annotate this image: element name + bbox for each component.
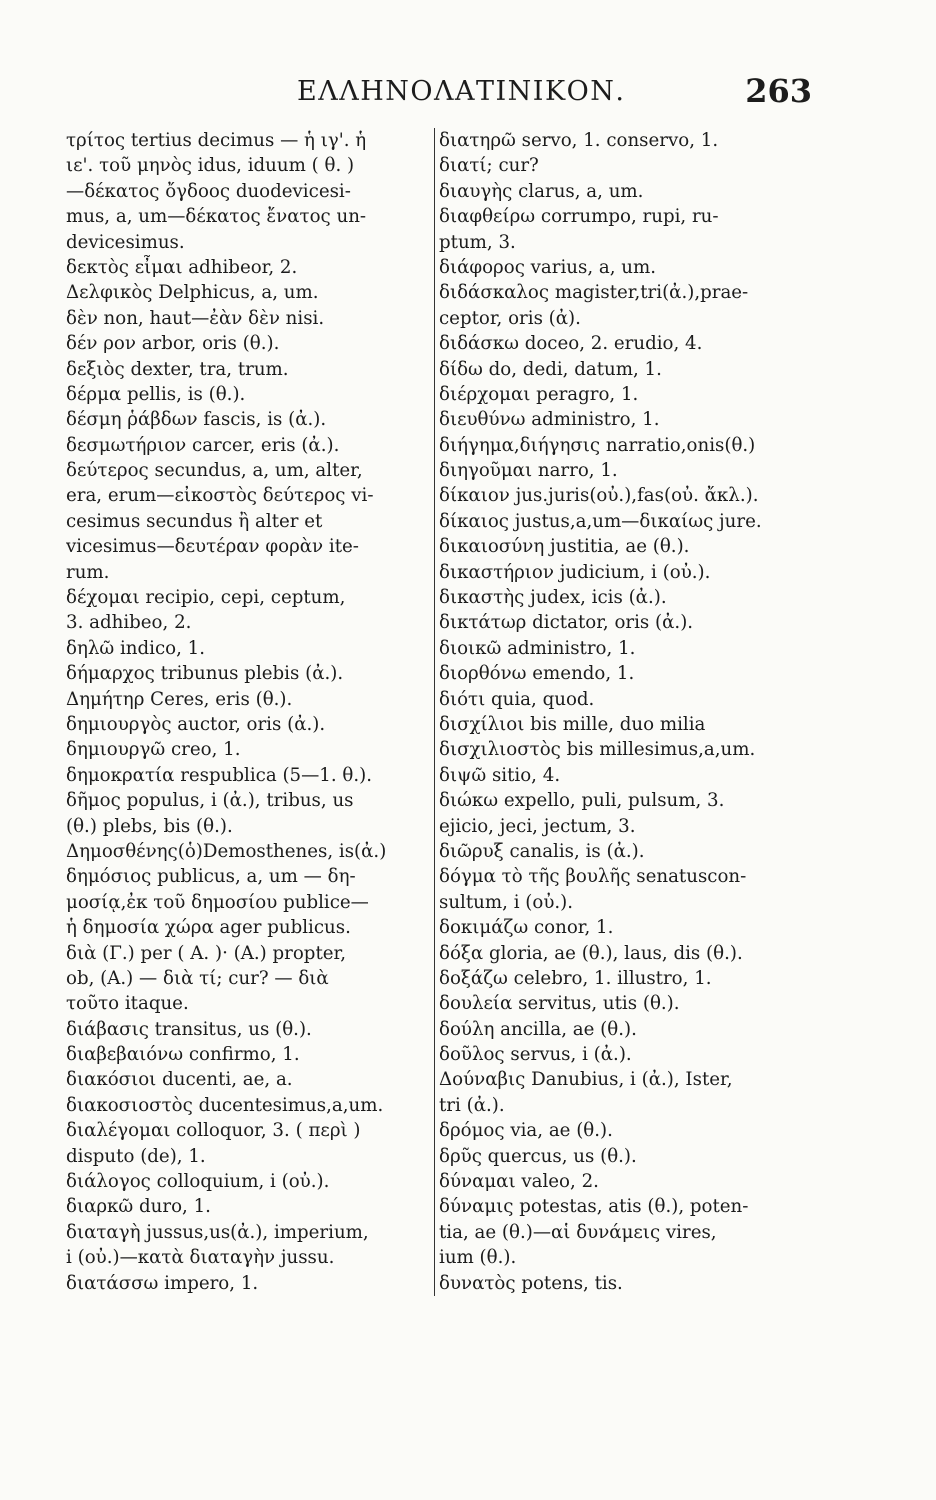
dictionary-entry-line: διαρκῶ duro, 1. [66,1196,211,1218]
dictionary-entry-line: διότι quia, quod. [439,688,595,710]
dictionary-entry-line: διατηρῶ servo, 1. conservo, 1. [439,130,719,151]
dictionary-entry-line: ob, (Α.) — διὰ τί; cur? — διὰ [66,967,329,989]
dictionary-entry-line: ιε'. τοῦ μηνὸς idus, iduum ( θ. ) [66,155,355,177]
dictionary-entry-line: tri (ἀ.). [439,1094,505,1116]
dictionary-entry-line: δίκαιος justus,a,um—δικαίως jure. [439,510,762,532]
dictionary-entry-line: δοκιμάζω conor, 1. [439,917,614,939]
dictionary-entry-line: διηγοῦμαι narro, 1. [439,460,618,482]
dictionary-entry-line: δικαστὴς judex, icis (ἀ.). [439,587,667,609]
running-title: ΕΛΛΗΝΟΛΑΤΙΝΙΚΟΝ. [297,76,626,107]
dictionary-entry-line: δισχιλιοστὸς bis millesimus,a,um. [439,739,756,761]
dictionary-entry-line: διαταγὴ jussus,us(ἀ.), imperium, [66,1221,369,1243]
dictionary-entry-line: δυνατὸς potens, tis. [439,1272,623,1294]
dictionary-entry-line: sultum, i (οὐ.). [439,891,574,913]
dictionary-entry-line: δικαστήριον judicium, i (οὐ.). [439,561,711,583]
dictionary-entry-line: rum. [66,561,110,583]
dictionary-entry-line: δηλῶ indico, 1. [66,637,206,659]
dictionary-entry-line: δῆμος populus, i (ἀ.), tribus, us [66,790,354,812]
dictionary-entry-line: δέχομαι recipio, cepi, ceptum, [66,587,346,609]
page-number: 263 [745,72,812,110]
dictionary-entry-line: διὰ (Γ.) per ( Α. )· (Α.) propter, [66,942,346,964]
dictionary-entry-line: δὲν non, haut—ἐὰν δὲν nisi. [66,307,325,329]
dictionary-entry-line: δύναμαι valeo, 2. [439,1171,599,1193]
dictionary-entry-line: μοσίᾳ,ἐκ τοῦ δημοσίου publice— [66,891,369,913]
dictionary-entry-line: δήμαρχος tribunus plebis (ἀ.). [66,663,344,685]
dictionary-entry-line: δεύτερος secundus, a, um, alter, [66,460,363,482]
dictionary-entry-line: διατί; cur? [439,155,539,177]
dictionary-entry-line: δούλη ancilla, ae (θ.). [439,1018,637,1040]
dictionary-entry-line: δημοκρατία respublica (5—1. θ.). [66,764,373,786]
dictionary-entry-line: ejicio, jeci, jectum, 3. [439,815,636,837]
dictionary-entry-line: τοῦτο itaque. [66,993,189,1015]
dictionary-entry-line: 3. adhibeo, 2. [66,612,192,634]
dictionary-entry-line: tia, ae (θ.)—αἱ δυνάμεις vires, [439,1221,717,1243]
dictionary-entry-line: δεξιὸς dexter, tra, trum. [66,358,289,380]
dictionary-entry-line: δουλεία servitus, utis (θ.). [439,993,680,1015]
dictionary-entry-line: δημιουργῶ creo, 1. [66,739,241,761]
dictionary-entry-line: τρίτος tertius decimus — ἡ ιγ'. ἡ [66,130,367,151]
dictionary-entry-line: διαβεβαιόνω confirmo, 1. [66,1044,300,1066]
dictionary-entry-line: δέν ρον arbor, oris (θ.). [66,333,280,355]
dictionary-entry-line: διδάσκω doceo, 2. erudio, 4. [439,333,703,355]
dictionary-entry-line: δίκαιον jus.juris(οὐ.),fas(οὐ. ἄκλ.). [439,485,759,507]
dictionary-entry-line: διευθύνω administro, 1. [439,409,660,431]
dictionary-entry-line: διαλέγομαι colloquor, 3. ( περὶ ) [66,1120,361,1142]
dictionary-entry-line: ceptor, oris (ἀ). [439,307,581,329]
dictionary-entry-line: δικαιοσύνη justitia, ae (θ.). [439,536,690,558]
dictionary-entry-line: vicesimus—δευτέραν φορὰν ite- [66,536,359,558]
dictionary-entry-line: δύναμις potestas, atis (θ.), poten- [439,1196,749,1218]
dictionary-entry-line: διοικῶ administro, 1. [439,637,636,659]
dictionary-entry-line: cesimus secundus ἢ alter et [66,510,323,532]
dictionary-entry-line: ium (θ.). [439,1247,517,1269]
page-header [112,72,812,124]
dictionary-entry-line: Δελφικὸς Delphicus, a, um. [66,282,319,304]
dictionary-entry-line: δεσμωτήριον carcer, eris (ἀ.). [66,434,340,456]
dictionary-entry-line: δεκτὸς εἶμαι adhibeor, 2. [66,256,298,278]
dictionary-entry-line: διήγημα,διήγησις narratio,onis(θ.) [439,434,756,456]
dictionary-entry-line: mus, a, um—δέκατος ἔνατος un- [66,206,367,228]
dictionary-entry-line: διακόσιοι ducenti, ae, a. [66,1069,293,1091]
dictionary-entry-line: ἡ δημοσία χώρα ager publicus. [66,917,351,939]
dictionary-entry-line: (θ.) plebs, bis (θ.). [66,815,233,837]
dictionary-entry-line: Δημοσθένης(ὁ)Demosthenes, is(ἀ.) [66,840,387,862]
dictionary-entry-line: δισχίλιοι bis mille, duo milia [439,713,706,735]
dictionary-entry-line: διατάσσω impero, 1. [66,1272,259,1294]
dictionary-entry-line: disputo (de), 1. [66,1145,206,1167]
dictionary-entry-line: διακοσιοστὸς ducentesimus,a,um. [66,1094,384,1116]
dictionary-entry-line: διαυγὴς clarus, a, um. [439,180,644,202]
dictionary-entry-line: δόξα gloria, ae (θ.), laus, dis (θ.). [439,942,743,964]
dictionary-entry-line: διώκω expello, puli, pulsum, 3. [439,790,725,812]
dictionary-entry-line: διάφορος varius, a, um. [439,256,657,278]
dictionary-entry-line: διψῶ sitio, 4. [439,764,561,786]
dictionary-entry-line: Δημήτηρ Ceres, eris (θ.). [66,688,293,710]
dictionary-entry-line: διέρχομαι peragro, 1. [439,383,639,405]
dictionary-entry-line: διάβασις transitus, us (θ.). [66,1018,312,1040]
dictionary-entry-line: δέσμη ῥάβδων fascis, is (ἀ.). [66,409,327,431]
dictionary-entry-line: —δέκατος ὄγδοος duodevicesi- [66,180,351,202]
dictionary-entry-line: i (οὐ.)—κατὰ διαταγὴν jussu. [66,1247,335,1269]
dictionary-entry-line: Δούναβις Danubius, i (ἀ.), Ister, [439,1069,733,1091]
dictionary-entry-line: διάλογος colloquium, i (οὐ.). [66,1171,330,1193]
dictionary-entry-line: δοῦλος servus, i (ἀ.). [439,1044,632,1066]
dictionary-entry-line: δρόμος via, ae (θ.). [439,1120,613,1142]
dictionary-entry-line: era, erum—εἰκοστὸς δεύτερος vi- [66,485,374,507]
dictionary-entry-line: δοξάζω celebro, 1. illustro, 1. [439,967,712,989]
dictionary-entry-line: δικτάτωρ dictator, oris (ἀ.). [439,612,694,634]
dictionary-entry-line: δέρμα pellis, is (θ.). [66,383,246,405]
dictionary-entry-line: διῶρυξ canalis, is (ἀ.). [439,840,645,862]
right-column [434,128,819,1296]
dictionary-entry-line: δίδω do, dedi, datum, 1. [439,358,662,380]
dictionary-entry-line: δημόσιος publicus, a, um — δη- [66,866,356,888]
dictionary-entry-line: διαφθείρω corrumpo, rupi, ru- [439,206,719,228]
dictionary-entry-line: δημιουργὸς auctor, oris (ἀ.). [66,713,326,735]
dictionary-entry-line: δόγμα τὸ τῆς βουλῆς senatuscon- [439,866,747,888]
dictionary-entry-line: διορθόνω emendo, 1. [439,663,635,685]
left-column [66,128,428,1296]
dictionary-entry-line: διδάσκαλος magister,tri(ἀ.),prae- [439,282,749,304]
dictionary-entry-line: δρῦς quercus, us (θ.). [439,1145,637,1167]
dictionary-entry-line: ptum, 3. [439,231,516,253]
dictionary-entry-line: devicesimus. [66,231,185,253]
